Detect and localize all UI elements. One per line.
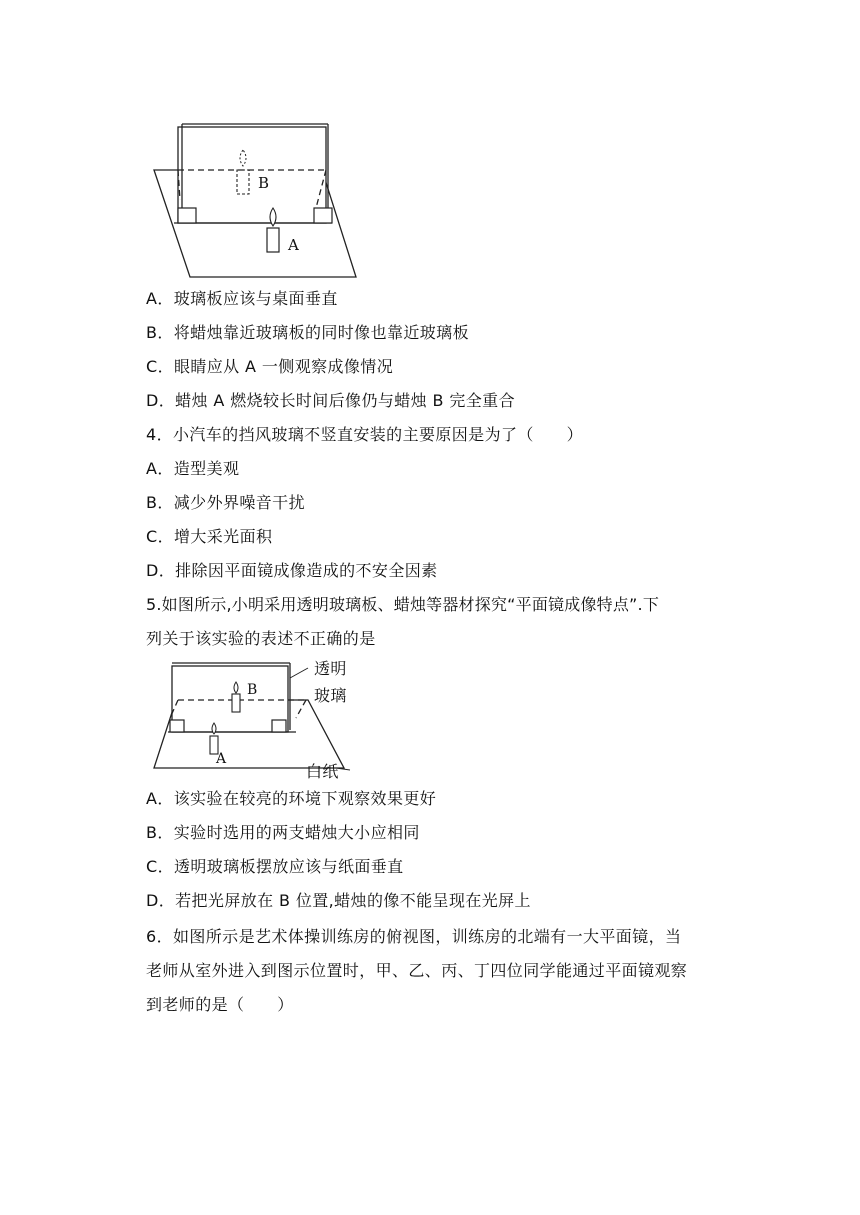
q5-stem-line1: 5.如图所示,小明采用透明玻璃板、蜡烛等器材探究“平面镜成像特点”.下 — [146, 595, 660, 614]
q5-option-a: A．该实验在较亮的环境下观察效果更好 — [146, 789, 437, 808]
q5-option-b: B．实验时选用的两支蜡烛大小应相同 — [146, 823, 420, 842]
figure1-label-b: B — [258, 174, 270, 192]
q4-option-a: A．造型美观 — [146, 459, 240, 478]
figure2-label-glass-1: 透明 — [314, 659, 347, 678]
q4-stem: 4．小汽车的挡风玻璃不竖直安装的主要原因是为了（ ） — [146, 425, 583, 444]
figure-mirror-experiment-1 — [150, 120, 365, 280]
q3-option-a: A．玻璃板应该与桌面垂直 — [146, 289, 338, 308]
q5-option-c: C．透明玻璃板摆放应该与纸面垂直 — [146, 857, 404, 876]
q4-option-c: C．增大采光面积 — [146, 527, 273, 546]
q3-option-b: B．将蜡烛靠近玻璃板的同时像也靠近玻璃板 — [146, 323, 469, 342]
q4-option-d: D．排除因平面镜成像造成的不安全因素 — [146, 561, 438, 580]
q3-option-d: D．蜡烛 A 燃烧较长时间后像仍与蜡烛 B 完全重合 — [146, 391, 515, 410]
q6-stem-line1: 6．如图所示是艺术体操训练房的俯视图，训练房的北端有一大平面镜，当 — [146, 927, 682, 946]
q6-stem-line3: 到老师的是（ ） — [146, 995, 294, 1014]
q6-stem-line2: 老师从室外进入到图示位置时，甲、乙、丙、丁四位同学能通过平面镜观察 — [146, 961, 688, 980]
figure2-label-a: A — [216, 751, 227, 767]
q5-stem-line2: 列关于该实验的表述不正确的是 — [146, 629, 376, 648]
q3-option-c: C．眼睛应从 A 一侧观察成像情况 — [146, 357, 394, 376]
q5-option-d: D．若把光屏放在 B 位置,蜡烛的像不能呈现在光屏上 — [146, 891, 531, 910]
figure2-label-b: B — [247, 682, 258, 698]
figure2-label-glass-2: 玻璃 — [314, 686, 347, 705]
figure2-label-paper: 白纸 — [306, 762, 339, 781]
q4-option-b: B．减少外界噪音干扰 — [146, 493, 305, 512]
figure1-label-a: A — [288, 236, 299, 254]
